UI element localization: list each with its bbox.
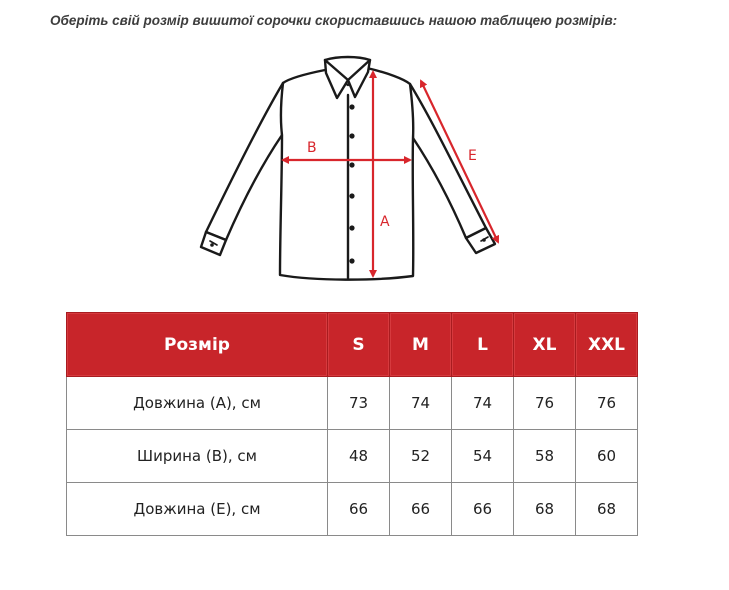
header-size: L xyxy=(452,313,514,377)
shirt-body xyxy=(280,68,413,280)
header-size-label: Розмір xyxy=(67,313,328,377)
table-cell: 74 xyxy=(390,377,452,430)
table-row xyxy=(67,483,638,536)
table-cell: 58 xyxy=(514,430,576,483)
table-cell: 52 xyxy=(390,430,452,483)
button-icon xyxy=(349,104,354,109)
button-icon xyxy=(349,133,354,138)
table-header-row xyxy=(67,313,638,377)
table-cell: 60 xyxy=(576,430,638,483)
button-icon xyxy=(349,162,354,167)
label-b: B xyxy=(307,140,317,156)
left-sleeve xyxy=(206,83,283,240)
table-cell: 66 xyxy=(390,483,452,536)
table-row xyxy=(67,377,638,430)
label-e: E xyxy=(468,148,477,164)
table-cell: 48 xyxy=(328,430,390,483)
button-icon xyxy=(349,225,354,230)
cuff-button-icon xyxy=(482,238,486,242)
cuff-button-icon xyxy=(210,243,214,247)
table-cell: 66 xyxy=(328,483,390,536)
size-table xyxy=(66,312,638,536)
table-cell: 76 xyxy=(576,377,638,430)
table-cell: 73 xyxy=(328,377,390,430)
header-size: XXL xyxy=(576,313,638,377)
table-cell: 68 xyxy=(514,483,576,536)
shirt-outline xyxy=(201,57,495,280)
table-cell: 54 xyxy=(452,430,514,483)
label-a: A xyxy=(380,214,390,230)
row-label: Довжина (Е), см xyxy=(67,483,328,536)
table-cell: 66 xyxy=(452,483,514,536)
button-icon xyxy=(349,258,354,263)
table-cell: 68 xyxy=(576,483,638,536)
button-icon xyxy=(349,193,354,198)
row-label: Довжина (А), см xyxy=(67,377,328,430)
table-cell: 76 xyxy=(514,377,576,430)
row-label: Ширина (В), см xyxy=(67,430,328,483)
header-size: S xyxy=(328,313,390,377)
table-cell: 74 xyxy=(452,377,514,430)
page-heading: Оберіть свій розмір вишитої сорочки скориставшись нашою таблицею розмірів: xyxy=(50,13,618,28)
header-size: XL xyxy=(514,313,576,377)
header-size: M xyxy=(390,313,452,377)
table-row xyxy=(67,430,638,483)
